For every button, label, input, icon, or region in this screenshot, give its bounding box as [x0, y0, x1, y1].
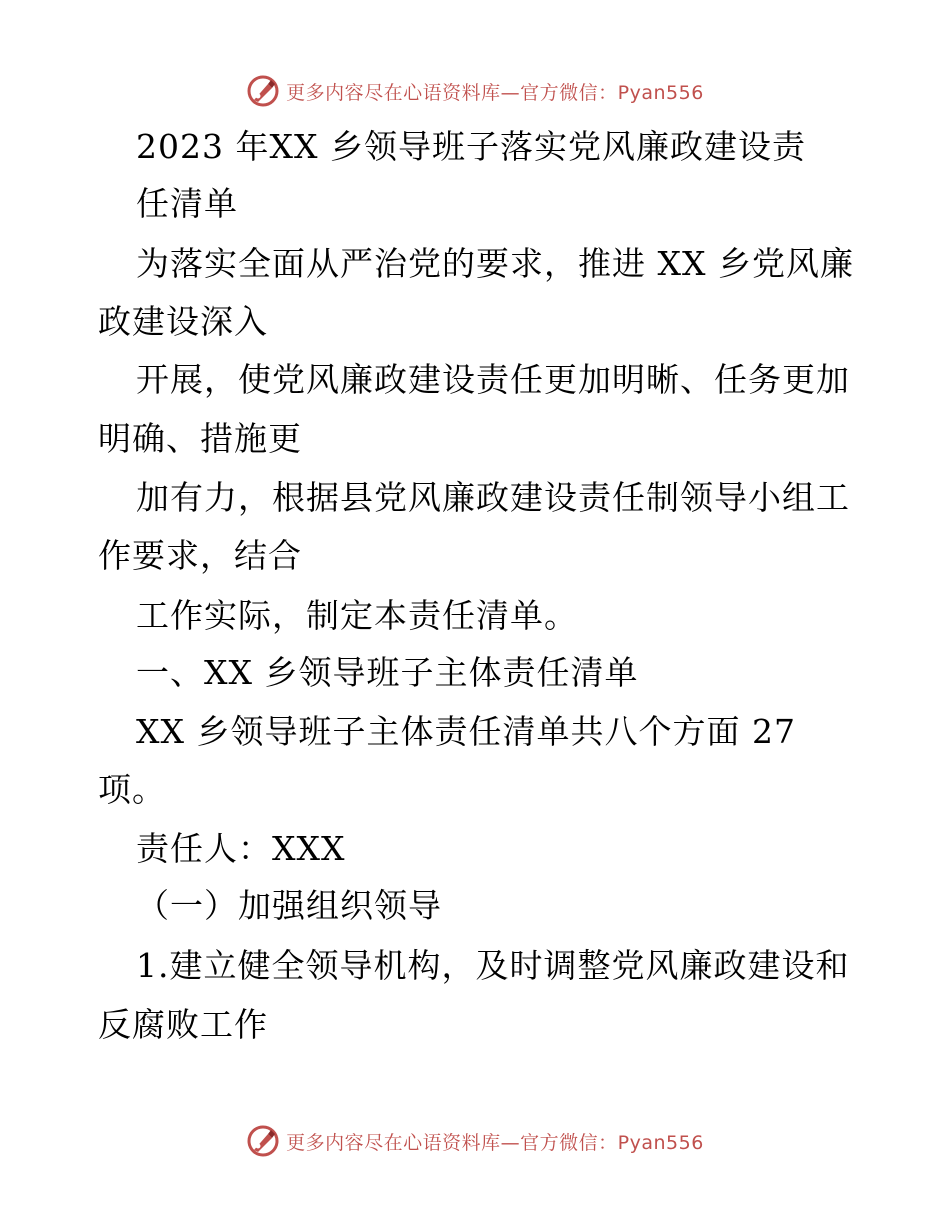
watermark-banner-top [0, 71, 950, 111]
paragraph-line: 作要求，结合 [98, 536, 302, 575]
watermark-text: 更多内容尽在心语资料库—官方微信：Pyan556 [286, 1131, 704, 1154]
document-title-line-1: 2023 年XX 乡领导班子落实党风廉政建设责 [136, 127, 806, 166]
paragraph-line: 项。 [98, 770, 166, 809]
responsible-person-line: 责任人：XXX [136, 829, 346, 868]
document-title-line-2: 任清单 [136, 184, 238, 223]
paragraph-line: 政建设深入 [98, 302, 268, 341]
paragraph-line: XX 乡领导班子主体责任清单共八个方面 27 [136, 712, 796, 751]
watermark-banner-bottom [0, 1121, 950, 1161]
paragraph-line: 反腐败工作 [98, 1005, 268, 1044]
section-heading: 一、XX 乡领导班子主体责任清单 [136, 653, 639, 692]
paragraph-line: 为落实全面从严治党的要求，推进 XX 乡党风廉 [136, 244, 854, 283]
watermark-text: 更多内容尽在心语资料库—官方微信：Pyan556 [286, 81, 704, 104]
pen-logo-icon [246, 1124, 280, 1158]
list-item: 1.建立健全领导机构，及时调整党风廉政建设和 [136, 946, 850, 985]
pen-logo-icon [246, 74, 280, 108]
paragraph-line: 工作实际，制定本责任清单。 [136, 596, 578, 635]
paragraph-line: 加有力，根据县党风廉政建设责任制领导小组工 [136, 478, 850, 517]
subsection-heading: （一）加强组织领导 [136, 886, 442, 925]
paragraph-line: 开展，使党风廉政建设责任更加明晰、任务更加 [136, 360, 850, 399]
paragraph-line: 明确、措施更 [98, 419, 302, 458]
